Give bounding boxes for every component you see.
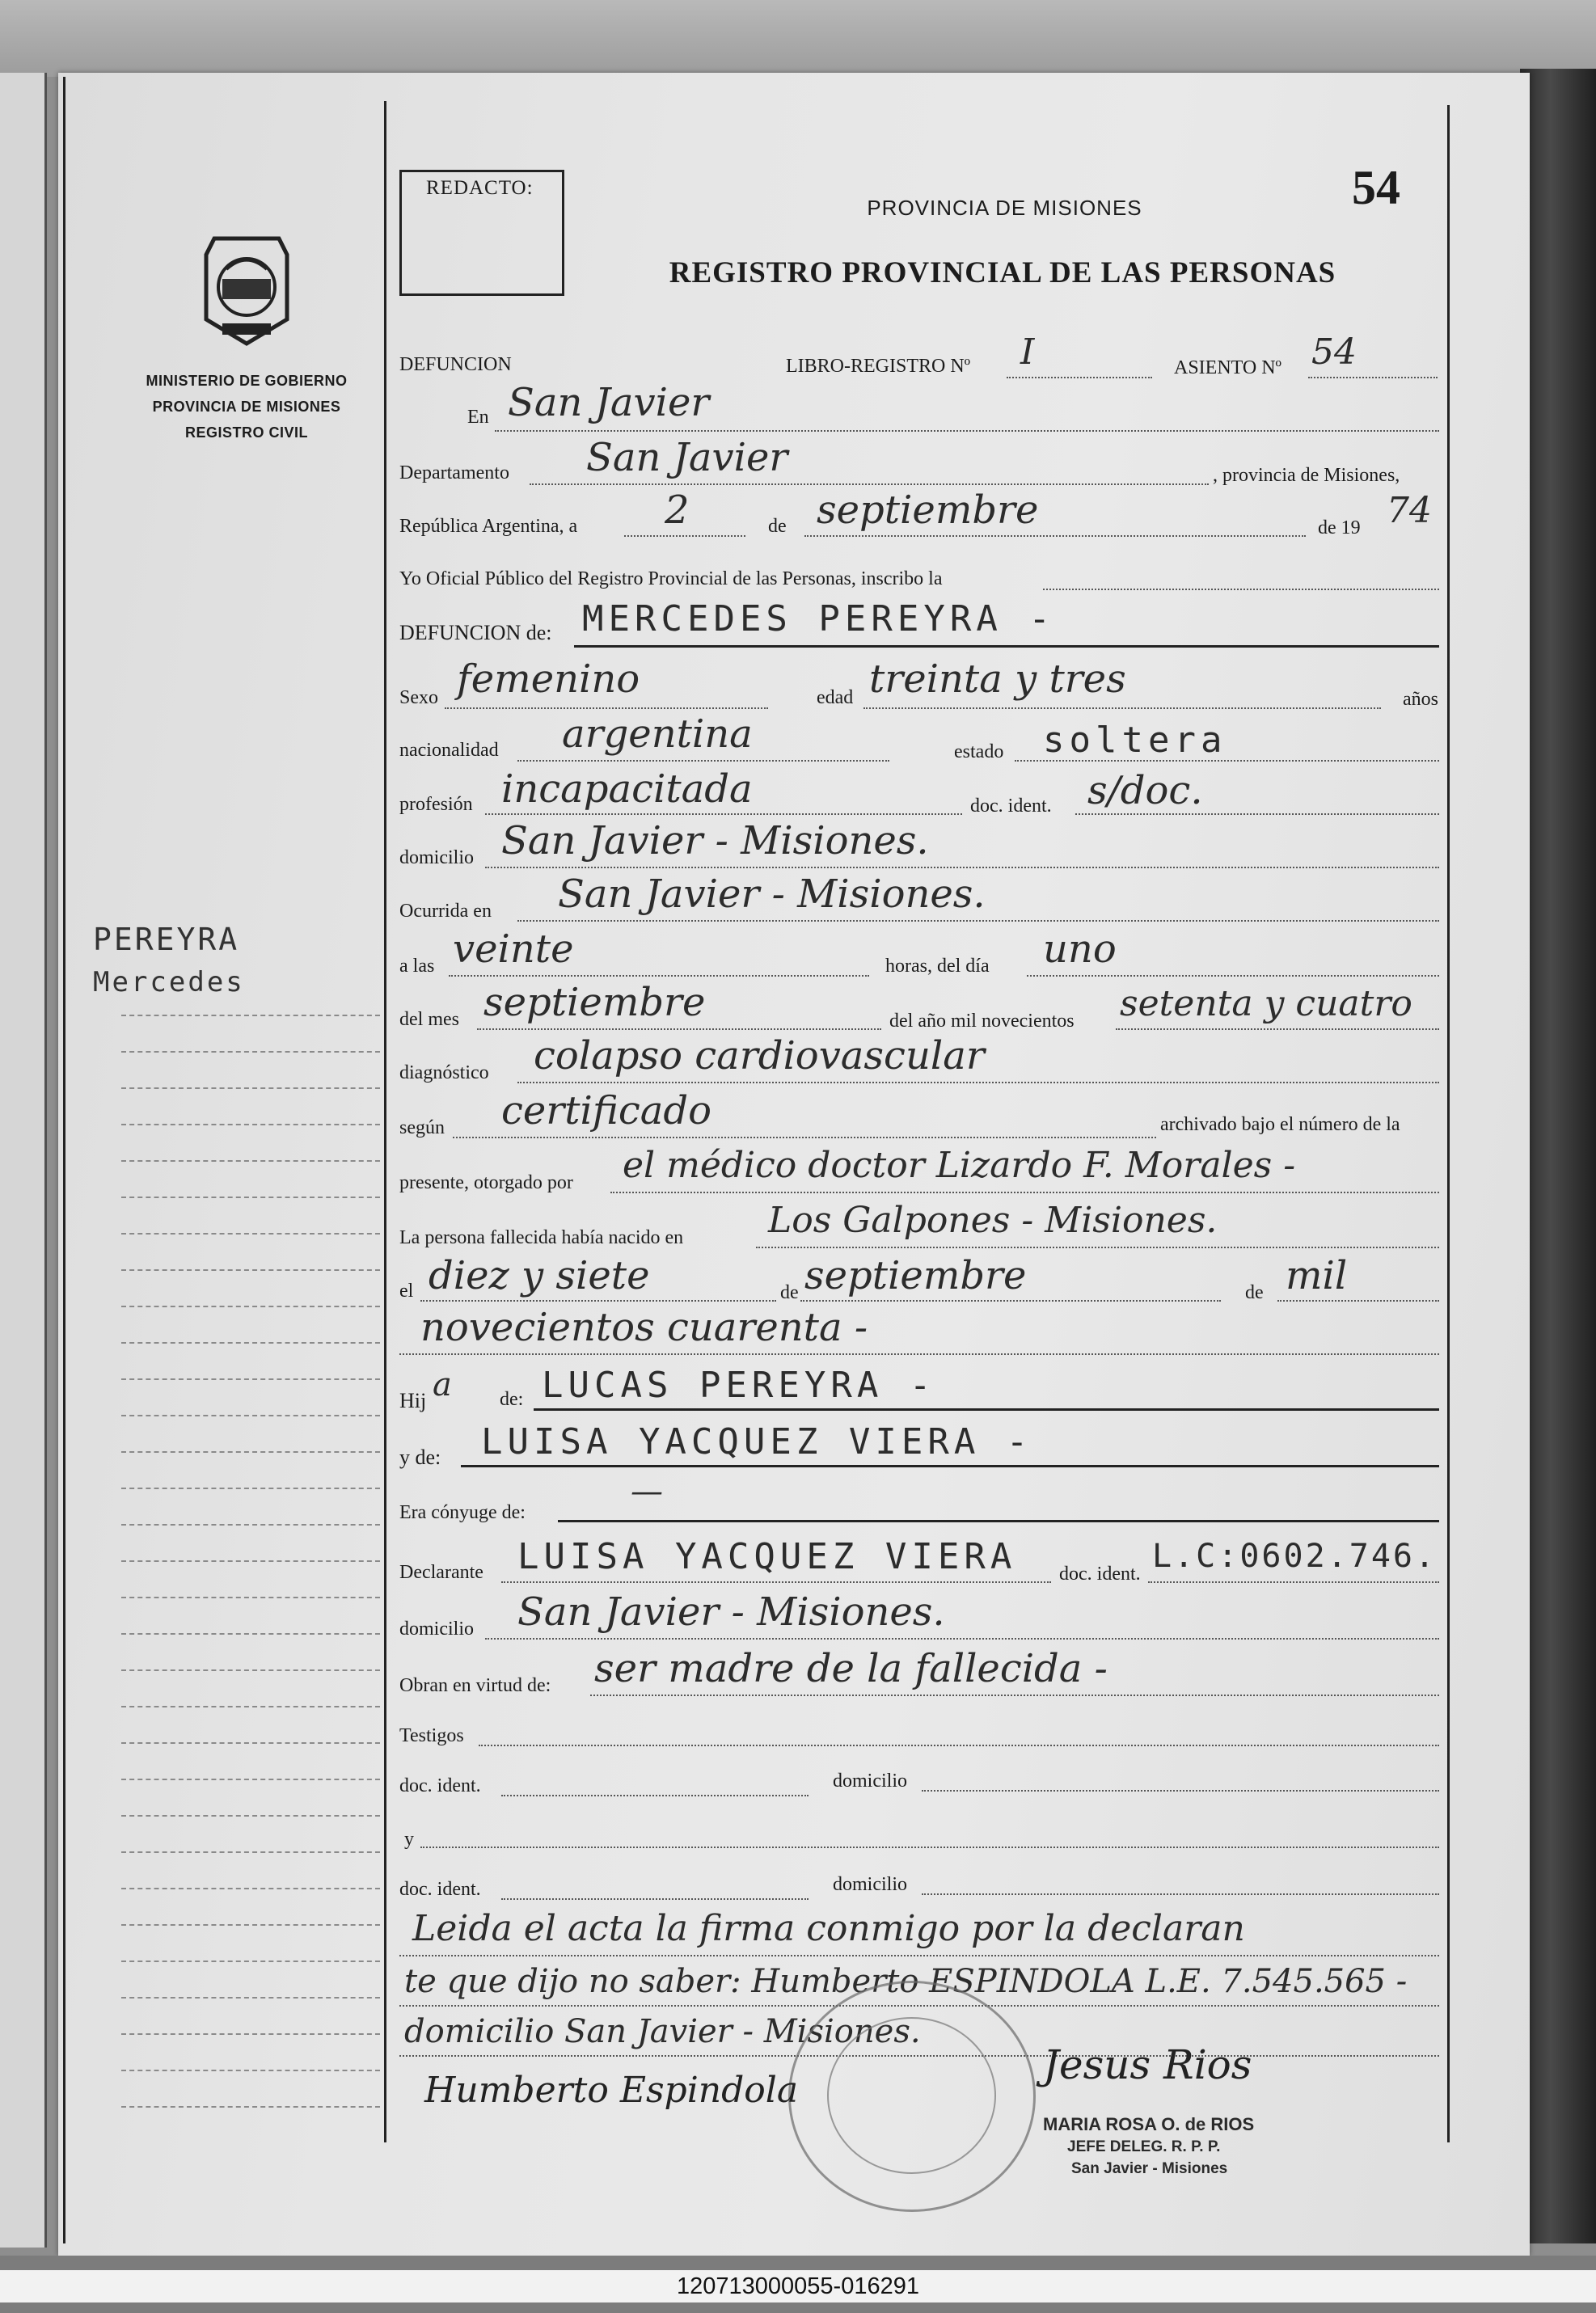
margin-rule <box>121 1233 380 1235</box>
entry-label: ASIENTO Nº <box>1174 357 1281 378</box>
redacto-box <box>399 170 564 296</box>
left-page-border <box>63 77 65 2243</box>
profession-label: profesión <box>399 794 473 815</box>
ministry-line: REGISTRO CIVIL <box>184 424 308 441</box>
domicile-label: domicilio <box>399 847 474 868</box>
margin-rule <box>121 1560 380 1562</box>
field-line <box>517 1082 1439 1083</box>
margin-given-name: Mercedes <box>93 966 245 998</box>
field-line <box>863 707 1381 709</box>
years-label: años <box>1403 689 1438 710</box>
previous-page-edge <box>0 73 47 2248</box>
field-line <box>1277 1300 1439 1302</box>
record-type-label: DEFUNCION <box>399 354 512 375</box>
field-line <box>574 645 1439 648</box>
status-label: estado <box>954 741 1004 762</box>
sex-label: Sexo <box>399 687 438 708</box>
born-year-continued: novecientos cuarenta - <box>420 1305 868 1350</box>
right-border <box>1447 105 1450 2142</box>
margin-rule <box>121 1342 380 1344</box>
book-binding-edge <box>1520 69 1596 2243</box>
book-label: LIBRO-REGISTRO Nº <box>786 356 971 377</box>
field-line <box>534 1408 1439 1411</box>
margin-rule <box>121 1997 380 1999</box>
province-heading: PROVINCIA DE MISIONES <box>867 196 1142 220</box>
field-line <box>517 920 1439 922</box>
hours-day-label: horas, del día <box>885 956 990 977</box>
child-label: Hij <box>399 1389 427 1412</box>
field-line <box>1148 1581 1439 1583</box>
margin-rule <box>121 1124 380 1125</box>
field-line <box>449 975 869 977</box>
child-de-label: de: <box>500 1389 524 1410</box>
en-label: En <box>467 407 489 428</box>
margin-rule <box>121 1597 380 1598</box>
field-line <box>501 1581 1051 1583</box>
stamp-title: JEFE DELEG. R. P. P. <box>1067 2138 1221 2155</box>
nationality-value: argentina <box>562 711 753 757</box>
per-value: certificado <box>501 1088 712 1133</box>
margin-rule <box>121 1669 380 1671</box>
month-word-value: septiembre <box>483 980 706 1025</box>
nationality-label: nacionalidad <box>399 740 499 761</box>
doc-value: s/doc. <box>1087 768 1203 813</box>
field-line <box>922 1790 1439 1792</box>
year-label: del año mil novecientos <box>889 1011 1075 1032</box>
declarant-doc-label: doc. ident. <box>1059 1564 1141 1585</box>
field-line <box>1116 1028 1439 1030</box>
margin-rule <box>121 1924 380 1926</box>
official-text: Yo Oficial Público del Registro Provincial de las Personas, inscribo la <box>399 568 943 589</box>
acts-label: Obran en virtud de: <box>399 1675 551 1696</box>
field-line <box>756 1247 1439 1248</box>
y-label: y <box>404 1829 414 1850</box>
margin-rule <box>121 1451 380 1453</box>
profession-value: incapacitada <box>501 766 753 812</box>
field-line <box>800 1300 1221 1302</box>
field-line <box>624 535 745 537</box>
born-label: La persona fallecida había nacido en <box>399 1227 684 1248</box>
column-divider <box>384 101 386 2142</box>
document-id: 120713000055-016291 <box>0 2270 1596 2302</box>
present-value: el médico doctor Lizardo F. Morales - <box>623 1145 1296 1186</box>
declarant-doc-value: L.C:0602.746. <box>1152 1538 1438 1575</box>
witness2-doc-label: doc. ident. <box>399 1879 481 1900</box>
republic-label: República Argentina, a <box>399 516 578 537</box>
field-line <box>1043 589 1439 590</box>
doc-label: doc. ident. <box>970 796 1052 817</box>
field-line <box>501 1898 809 1900</box>
book-value: I <box>1020 331 1035 373</box>
year-value: 74 <box>1387 490 1432 531</box>
margin-rule <box>121 1269 380 1271</box>
born-de-label: de <box>780 1282 799 1303</box>
child-suffix: a <box>433 1366 452 1403</box>
official-round-stamp <box>788 1981 1036 2212</box>
year-word-value: setenta y cuatro <box>1120 983 1412 1024</box>
field-line <box>1007 377 1152 378</box>
field-line <box>479 1745 1439 1746</box>
occurred-value: San Javier - Misiones. <box>558 872 986 917</box>
margin-rule <box>121 1378 380 1380</box>
field-line <box>485 1638 1439 1640</box>
coat-of-arms-icon <box>198 230 295 352</box>
age-value: treinta y tres <box>869 656 1126 702</box>
month-value: septiembre <box>817 488 1039 533</box>
born-month-value: septiembre <box>804 1253 1027 1298</box>
field-line <box>517 760 889 762</box>
official-signature: Jesus Rios <box>1043 2041 1252 2088</box>
margin-rule <box>121 1488 380 1489</box>
margin-rule <box>121 1051 380 1053</box>
born-year-value: mil <box>1286 1253 1348 1298</box>
margin-rule <box>121 2106 380 2108</box>
father-value: LUCAS PEREYRA - <box>542 1365 936 1406</box>
desk-background <box>0 0 1596 77</box>
field-line <box>1027 975 1439 977</box>
field-line <box>1075 813 1439 815</box>
margin-rule <box>121 1197 380 1198</box>
declarant-value: LUISA YACQUEZ VIERA <box>517 1536 1017 1577</box>
registry-heading: REGISTRO PROVINCIAL DE LAS PERSONAS <box>669 256 1336 289</box>
redacto-label: REDACTO: <box>426 177 534 199</box>
department-label: Departamento <box>399 462 509 483</box>
witness2-domicile-label: domicilio <box>833 1874 907 1895</box>
death-of-label: DEFUNCION de: <box>399 621 552 644</box>
occurred-label: Ocurrida en <box>399 901 492 922</box>
declarant-domicile-value: San Javier - Misiones. <box>517 1589 945 1635</box>
field-line <box>461 1465 1439 1467</box>
status-value: soltera <box>1043 720 1227 761</box>
field-line <box>485 813 962 815</box>
year-prefix: de 19 <box>1318 517 1361 538</box>
province-suffix: , provincia de Misiones, <box>1213 465 1400 486</box>
field-line <box>495 430 1439 432</box>
at-label: a las <box>399 956 435 977</box>
closing-line-3: domicilio San Javier - Misiones. <box>404 2013 921 2050</box>
stamp-location: San Javier - Misiones <box>1071 2160 1228 2177</box>
margin-rule <box>121 1160 380 1162</box>
margin-rule <box>121 2070 380 2071</box>
margin-rule <box>121 1415 380 1416</box>
field-line <box>399 1353 1439 1355</box>
page-number: 54 <box>1352 161 1400 214</box>
closing-line-1: Leida el acta la firma conmigo por la declaran <box>412 1908 1245 1949</box>
margin-rule <box>121 1742 380 1744</box>
field-line <box>1015 760 1439 762</box>
entry-value: 54 <box>1311 331 1357 373</box>
mother-value: LUISA YACQUEZ VIERA - <box>481 1421 1033 1463</box>
margin-rule <box>121 1888 380 1889</box>
margin-rule <box>121 1961 380 1962</box>
margin-rule <box>121 1524 380 1526</box>
margin-rule <box>121 1851 380 1853</box>
born-value: Los Galpones - Misiones. <box>768 1200 1218 1241</box>
spouse-value: — <box>631 1473 663 1510</box>
born-day-value: diez y siete <box>429 1253 650 1298</box>
department-value: San Javier <box>586 435 788 480</box>
witnesses-label: Testigos <box>399 1725 464 1746</box>
field-line <box>477 1028 881 1030</box>
acts-value: ser madre de la fallecida - <box>594 1646 1108 1691</box>
present-label: presente, otorgado por <box>399 1172 573 1193</box>
field-line <box>453 1137 1156 1138</box>
margin-rule <box>121 1706 380 1707</box>
ministry-heading <box>121 368 372 445</box>
sex-value: femenino <box>457 656 640 702</box>
day-word-value: uno <box>1043 926 1117 972</box>
ministry-line: PROVINCIA DE MISIONES <box>152 399 341 415</box>
ministry-line: MINISTERIO DE GOBIERNO <box>146 373 348 389</box>
margin-rule <box>121 1815 380 1817</box>
field-line <box>558 1520 1439 1522</box>
diagnosis-value: colapso cardiovascular <box>534 1033 985 1078</box>
field-line <box>1308 377 1438 378</box>
margin-surname: PEREYRA <box>93 922 240 957</box>
witness1-doc-label: doc. ident. <box>399 1775 481 1796</box>
day-value: 2 <box>665 488 690 533</box>
de-label: de <box>768 516 787 537</box>
field-line <box>590 1695 1439 1696</box>
margin-rule <box>121 2033 380 2035</box>
mother-label: y de: <box>399 1446 441 1469</box>
field-line <box>922 1893 1439 1895</box>
hour-value: veinte <box>453 926 574 972</box>
margin-rule <box>121 1633 380 1635</box>
spouse-label: Era cónyuge de: <box>399 1502 526 1523</box>
age-label: edad <box>817 687 854 708</box>
field-line <box>501 1795 809 1796</box>
field-line <box>485 867 1439 868</box>
diagnosis-label: diagnóstico <box>399 1062 489 1083</box>
per-label: según <box>399 1117 445 1138</box>
archived-label: archivado bajo el número de la <box>1160 1114 1400 1135</box>
margin-rule <box>121 1306 380 1307</box>
declarant-domicile-label: domicilio <box>399 1619 474 1640</box>
field-line <box>804 535 1306 537</box>
field-line <box>530 483 1209 485</box>
el-label: el <box>399 1281 414 1302</box>
born-de2-label: de <box>1245 1282 1264 1303</box>
field-line <box>445 707 768 709</box>
deceased-name: MERCEDES PEREYRA - <box>582 598 1055 639</box>
declarant-label: Declarante <box>399 1562 483 1583</box>
field-line <box>399 1955 1439 1956</box>
witness1-domicile-label: domicilio <box>833 1771 907 1792</box>
field-line <box>610 1192 1439 1193</box>
month-label: del mes <box>399 1009 459 1030</box>
field-line <box>420 1300 776 1302</box>
en-value: San Javier <box>508 380 710 425</box>
closing-line-2: te que dijo no saber: Humberto ESPINDOLA L.E. 7.545.565 - <box>404 1963 1408 2000</box>
domicile-value: San Javier - Misiones. <box>501 818 929 863</box>
witness-signature: Humberto Espindola <box>424 2070 799 2111</box>
margin-rule <box>121 1087 380 1089</box>
margin-rule <box>121 1015 380 1016</box>
field-line <box>420 1847 1439 1848</box>
stamp-name: MARIA ROSA O. de RIOS <box>1043 2114 1255 2134</box>
margin-rule <box>121 1779 380 1780</box>
stamp-inner-ring <box>827 2017 996 2174</box>
